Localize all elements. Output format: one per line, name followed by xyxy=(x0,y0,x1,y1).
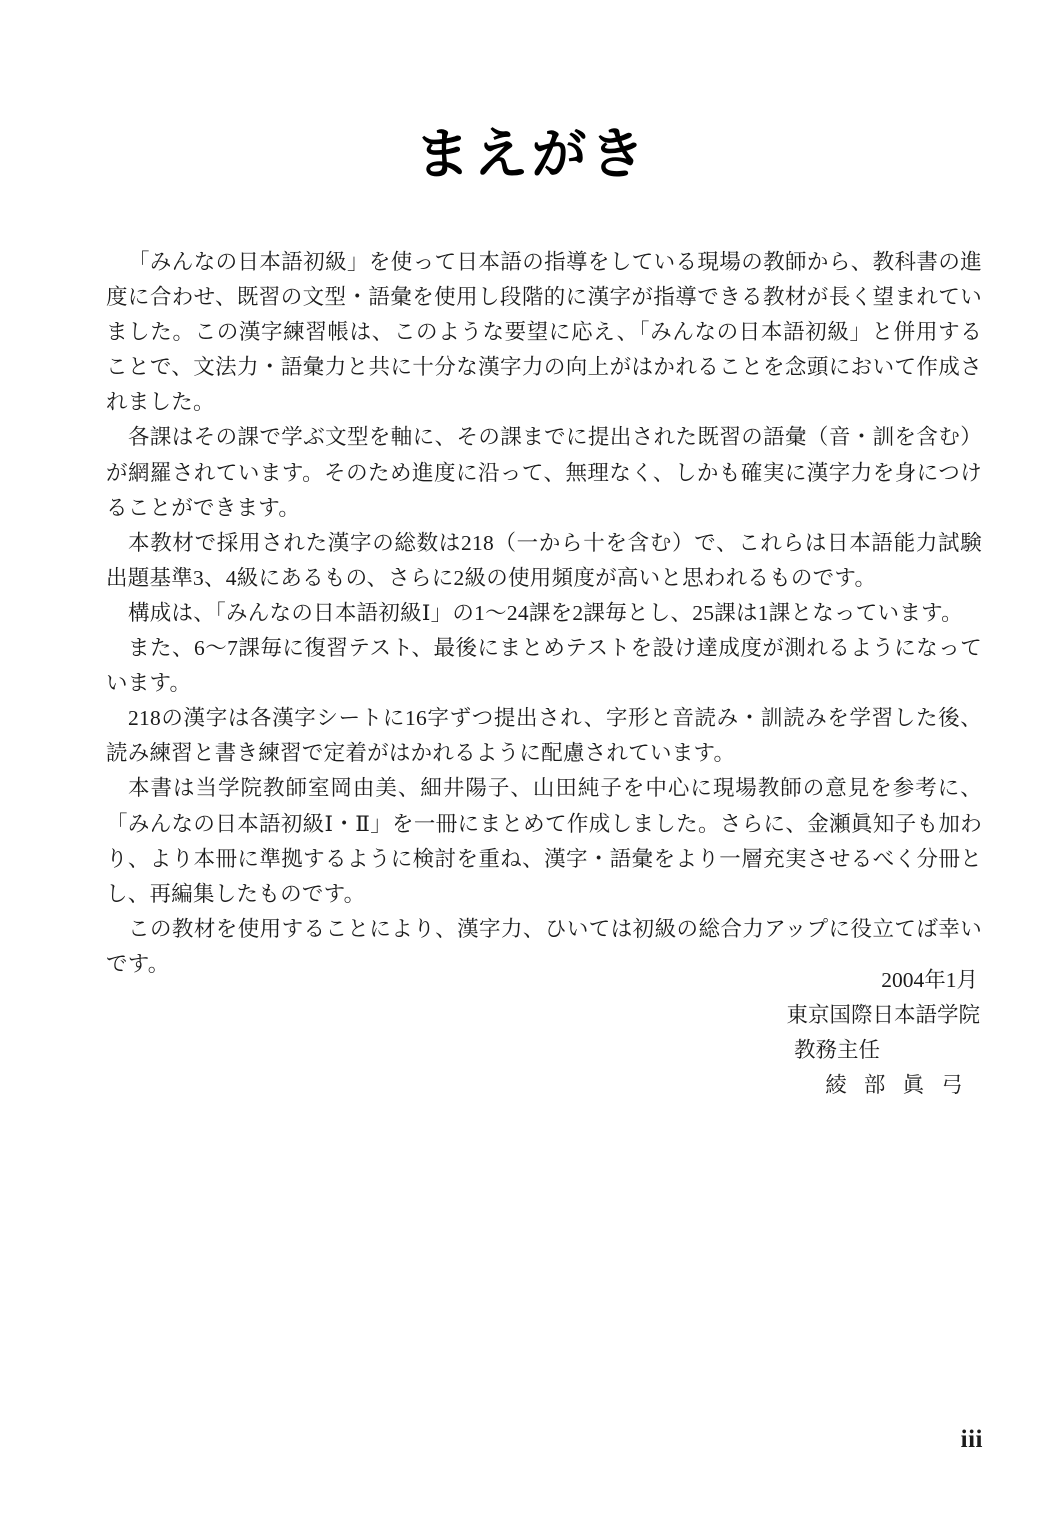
page-title: まえがき xyxy=(414,121,649,186)
paragraph: この教材を使用することにより、漢字力、ひいては初級の総合力アップに役立てば幸いです。 xyxy=(106,916,982,976)
paragraph: 「みんなの日本語初級」を使って日本語の指導をしている現場の教師から、教科書の進度に合わせ、既習の文型・語彙を使用し段階的に漢字が指導できる教材が長く望まれていました。この漢字練習帳は、このような要望に応え、「みんなの日本語初級」と併用することで、文法力・語彙力と共に十分な漢字力の向上がはかれることを念頭において作成されました。 xyxy=(106,250,982,415)
signature-block xyxy=(106,963,982,1103)
paragraph: 本書は当学院教師室岡由美、細井陽子、山田純子を中心に現場教師の意見を参考に、「みんなの日本語初級Ⅰ・Ⅱ」を一冊にまとめて作成しました。さらに、金瀬眞知子も加わり、より本冊に準拠するように検討を重ね、漢字・語彙をより一層充実させるべく分冊とし、再編集したものです。 xyxy=(106,776,982,906)
signature-date: 2004年1月 xyxy=(881,968,978,992)
preface-body xyxy=(106,245,982,982)
signature-school: 東京国際日本語学院 xyxy=(786,1003,980,1028)
signature-name: 綾部眞弓 xyxy=(825,1073,980,1098)
paragraph: 構成は、「みんなの日本語初級Ⅰ」の1～24課を2課毎とし、25課は1課となっています。 xyxy=(128,600,963,625)
paragraph: また、6～7課毎に復習テスト、最後にまとめテストを設け達成度が測れるようになっています。 xyxy=(106,636,982,696)
paragraph: 本教材で採用された漢字の総数は218（一から十を含む）で、これらは日本語能力試験出題基準3、4級にあるもの、さらに2級の使用頻度が高いと思われるものです。 xyxy=(106,530,982,590)
page-number: iii xyxy=(960,1426,983,1453)
paragraph: 218の漢字は各漢字シートに16字ずつ提出され、字形と音読み・訓読みを学習した後、読み練習と書き練習で定着がはかれるように配慮されています。 xyxy=(106,706,982,766)
signature-role: 教務主任 xyxy=(794,1038,881,1063)
paragraph: 各課はその課で学ぶ文型を軸に、その課までに提出された既習の語彙（音・訓を含む）が網羅されています。そのため進度に沿って、無理なく、しかも確実に漢字力を身につけることができます。 xyxy=(106,425,982,520)
